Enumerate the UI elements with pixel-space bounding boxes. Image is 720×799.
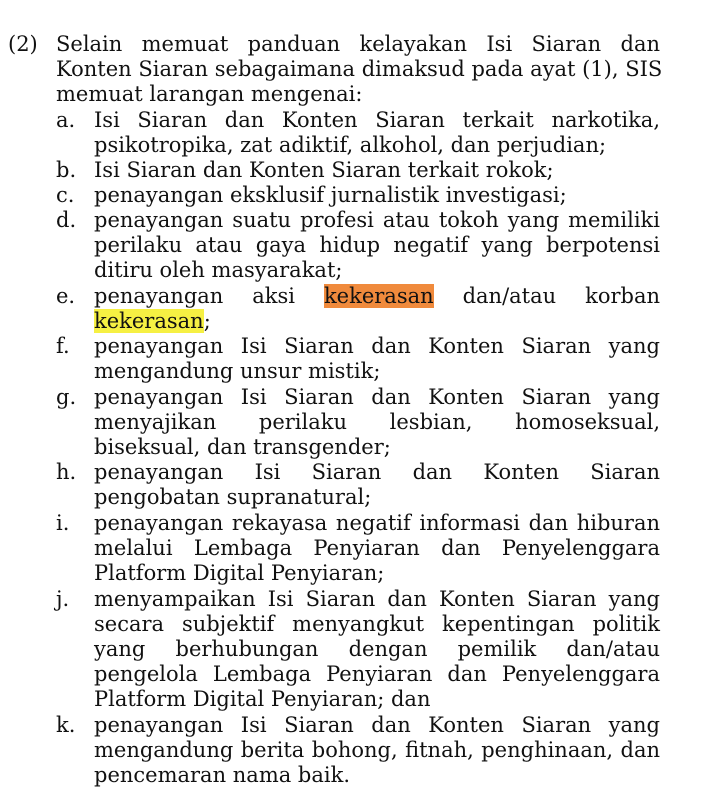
item-letter-h: h. — [56, 460, 77, 484]
item-k-line-2: mengandung berita bohong, fitnah, penghinaan, dan — [94, 738, 660, 762]
item-letter-b: b. — [56, 158, 77, 182]
item-e-line-2 — [94, 309, 660, 334]
item-e-text-before: penayangan aksi — [94, 284, 324, 308]
intro-line-2: Konten Siaran sebagaimana dimaksud pada ayat (1), SIS — [56, 57, 663, 81]
item-letter-g: g. — [56, 385, 77, 409]
item-j-line-4: pengelola Lembaga Penyiaran dan Penyelenggara — [94, 662, 660, 686]
item-b-line-1: Isi Siaran dan Konten Siaran terkait rokok; — [94, 158, 554, 182]
item-h-line-1: penayangan Isi Siaran dan Konten Siaran — [94, 460, 660, 484]
item-a-line-2: psikotropika, zat adiktif, alkohol, dan perjudian; — [94, 133, 607, 157]
item-letter-f: f. — [56, 334, 70, 358]
item-i-line-1: penayangan rekayasa negatif informasi dan hiburan — [94, 511, 660, 535]
item-c-line-1: penayangan eksklusif jurnalistik investigasi; — [94, 183, 567, 207]
item-j-line-5: Platform Digital Penyiaran; dan — [94, 687, 431, 711]
item-letter-a: a. — [56, 108, 76, 132]
item-i-line-3: Platform Digital Penyiaran; — [94, 561, 385, 585]
item-f-line-1: penayangan Isi Siaran dan Konten Siaran yang — [94, 334, 660, 358]
intro-line-3: memuat larangan mengenai: — [56, 82, 363, 106]
item-i-line-2: melalui Lembaga Penyiaran dan Penyelenggara — [94, 536, 660, 560]
item-e-text-end: ; — [203, 309, 211, 333]
item-h-line-2: pengobatan supranatural; — [94, 485, 372, 509]
item-d-line-1: penayangan suatu profesi atau tokoh yang memiliki — [94, 208, 660, 232]
item-d-line-2: perilaku atau gaya hidup negatif yang berpotensi — [94, 233, 660, 257]
item-letter-k: k. — [56, 713, 76, 737]
item-j-line-3: yang berhubungan dengan pemilik dan/atau — [94, 637, 660, 661]
item-j-line-1: menyampaikan Isi Siaran dan Konten Siaran yang — [94, 587, 660, 611]
item-d-line-3: ditiru oleh masyarakat; — [94, 258, 343, 282]
item-letter-i: i. — [56, 511, 70, 535]
item-a-line-1: Isi Siaran dan Konten Siaran terkait narkotika, — [94, 108, 660, 132]
item-e-text-after: dan/atau korban — [433, 284, 660, 308]
highlight-kekerasan-orange: kekerasan — [323, 284, 434, 308]
item-f-line-2: mengandung unsur mistik; — [94, 359, 381, 383]
item-letter-e: e. — [56, 284, 76, 308]
item-k-line-3: pencemaran nama baik. — [94, 763, 351, 787]
item-g-line-1: penayangan Isi Siaran dan Konten Siaran yang — [94, 385, 660, 409]
item-letter-d: d. — [56, 208, 77, 232]
item-j-line-2: secara subjektif menyangkut kepentingan politik — [94, 612, 660, 636]
highlight-kekerasan-yellow: kekerasan — [94, 309, 204, 333]
item-e-line-1 — [94, 284, 660, 309]
item-g-line-3: biseksual, dan transgender; — [94, 435, 391, 459]
item-k-line-1: penayangan Isi Siaran dan Konten Siaran yang — [94, 713, 660, 737]
paragraph-number: (2) — [8, 32, 38, 56]
intro-line-1: Selain memuat panduan kelayakan Isi Siaran dan — [56, 32, 660, 56]
item-letter-c: c. — [56, 183, 75, 207]
item-g-line-2: menyajikan perilaku lesbian, homoseksual, — [94, 410, 660, 434]
item-letter-j: j. — [56, 587, 70, 611]
